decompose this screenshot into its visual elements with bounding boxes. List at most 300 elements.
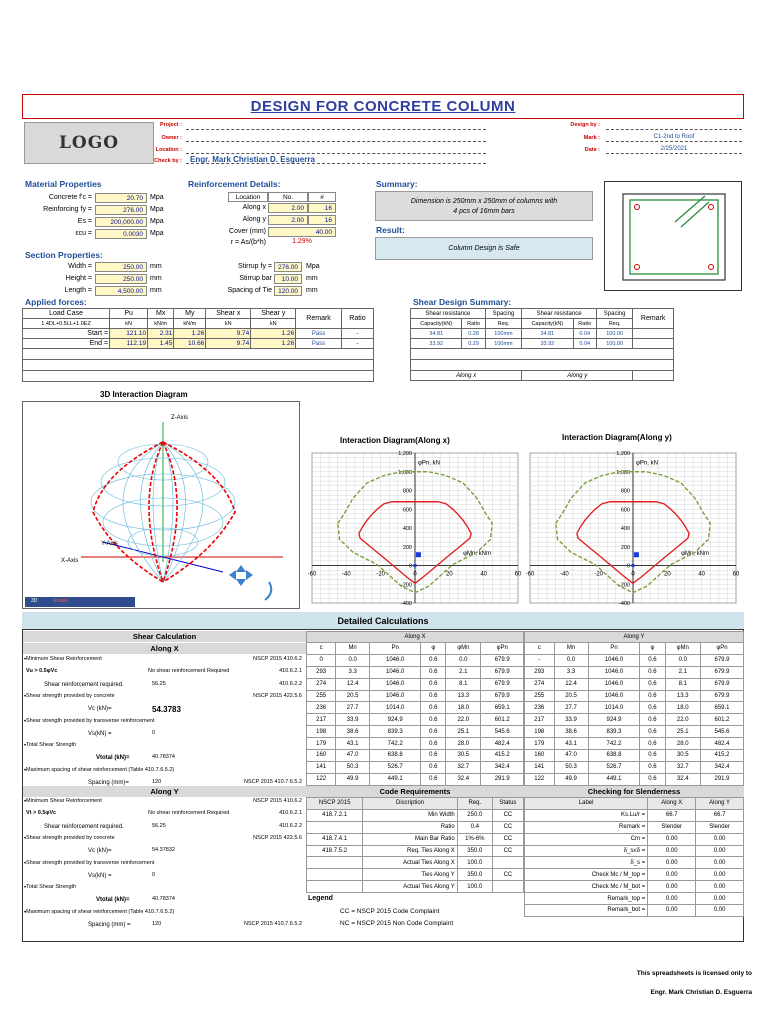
along-cell: 0.0 — [446, 654, 481, 666]
forces-empty-row — [23, 360, 374, 371]
chart-load-point — [634, 552, 639, 557]
along-x-table — [306, 631, 524, 786]
slender-table — [524, 797, 744, 917]
along-cell: 0.6 — [640, 666, 665, 678]
shear-cell: 0.04 — [573, 339, 596, 349]
section-unit: mm — [150, 287, 162, 294]
chart-x-tick: 40 — [698, 571, 706, 578]
chart-x-tick: -60 — [307, 571, 317, 578]
shear-calc-ref: 410.6.2.2 — [279, 822, 302, 829]
code-cell: 100.0 — [457, 881, 492, 893]
shear-calc-label: Vtotal (kN)= — [96, 755, 130, 762]
along-cell: 30.5 — [446, 750, 481, 762]
slender-cell: Slender — [696, 821, 744, 833]
along-row — [525, 702, 744, 714]
forces-value[interactable]: 112.19 — [110, 339, 148, 349]
chart-load-point — [416, 552, 421, 557]
chart-x-tick: -60 — [525, 571, 535, 578]
shear-cell: 33.92 — [522, 339, 573, 349]
code-cell — [492, 881, 523, 893]
code-row — [307, 845, 524, 857]
forces-row — [23, 339, 374, 349]
chart-origin-point — [413, 564, 417, 568]
along-cell: 160 — [525, 750, 555, 762]
along-cell: 22.0 — [446, 714, 481, 726]
summary-title: Summary: — [376, 179, 418, 189]
along-cell: 482.4 — [700, 738, 743, 750]
chart-x-tick: -40 — [559, 571, 569, 578]
along-cell: 32.4 — [446, 773, 481, 785]
along-cell: 141 — [307, 761, 336, 773]
along-cell: 50.3 — [554, 761, 588, 773]
material-input[interactable]: 0.0030 — [95, 229, 147, 239]
forces-value[interactable]: 1.26 — [174, 329, 206, 339]
along-cell: 3.3 — [554, 666, 588, 678]
along-row — [525, 738, 744, 750]
along-cell: 679.9 — [700, 666, 743, 678]
along-cell: 22.0 — [665, 714, 700, 726]
owner-field[interactable] — [186, 133, 486, 142]
sh-foot-blank — [633, 371, 674, 381]
along-cell: 0.6 — [421, 738, 446, 750]
slender-cell: 0.00 — [696, 833, 744, 845]
along-col-header: Mn — [336, 643, 370, 655]
section-input[interactable]: 250.00 — [95, 274, 147, 284]
along-cell: 236 — [307, 702, 336, 714]
along-col-header: Mn — [554, 643, 588, 655]
along-y-header: Along Y — [23, 786, 306, 797]
along-cell: 198 — [307, 726, 336, 738]
code-req-header: Code Requirements — [306, 786, 524, 797]
page-title: DESIGN FOR CONCRETE COLUMN — [250, 98, 516, 115]
chart-x-tick: 20 — [663, 571, 671, 578]
slender-cell: Remark_top = — [525, 893, 648, 905]
reinf-h-location: Location — [228, 192, 268, 202]
shear-calc-label: Total Shear Strength — [26, 742, 77, 749]
chart-y-tick: 0 — [408, 563, 412, 570]
chart-along-y — [524, 447, 742, 609]
along-cell: 0.6 — [421, 773, 446, 785]
bullet-icon: • — [24, 885, 27, 892]
along-cell: 20.5 — [336, 690, 370, 702]
along-cell: 1046.0 — [369, 690, 420, 702]
along-cell: 0.6 — [421, 714, 446, 726]
along-cell: 839.3 — [588, 726, 640, 738]
along-col-header: φMn — [665, 643, 700, 655]
section-label: Width = — [68, 263, 92, 270]
section-label: Length = — [64, 287, 92, 294]
along-cell: 291.9 — [481, 773, 524, 785]
section-input[interactable]: 250.00 — [95, 262, 147, 272]
forces-remark: Pass — [296, 329, 342, 339]
shear-calc-value: 56.25 — [152, 680, 166, 687]
legend-nc: NC = NSCP 2015 Non Code Complaint — [340, 920, 454, 927]
along-cell: 0.0 — [554, 654, 588, 666]
code-cell: 418.7.2.1 — [307, 809, 363, 821]
code-cell: 418.7.4.1 — [307, 833, 363, 845]
reinf-label: Along x — [242, 204, 266, 211]
shear-calc-value: No shear reinforcement Required — [148, 668, 230, 675]
forces-remark: Pass — [296, 339, 342, 349]
sh-h2: Spacing — [485, 309, 521, 319]
along-col-header: φ — [640, 643, 665, 655]
shear-calc-value: 120 — [152, 921, 162, 927]
chart-y-tick: 600 — [620, 507, 630, 514]
along-cell: 679.9 — [481, 690, 524, 702]
forces-row — [23, 329, 374, 339]
along-row — [525, 726, 744, 738]
material-unit: Mpa — [150, 230, 164, 237]
owner-label: Owner : — [161, 135, 182, 141]
shear-calc-label: Vc (kN)= — [88, 706, 112, 713]
ax-header: Along X — [307, 632, 524, 643]
shear-remark-cell — [633, 329, 674, 339]
reinf-no-input[interactable]: 2.00 — [268, 215, 308, 225]
forces-case: End = — [23, 339, 110, 349]
along-cell: 274 — [307, 678, 336, 690]
forces-col-header: Mx — [148, 309, 174, 319]
along-cell: 47.0 — [336, 750, 370, 762]
d3-drawing — [23, 402, 299, 608]
mark-value: C1-2nd to Roof — [653, 134, 695, 140]
along-cell: 526.7 — [588, 761, 640, 773]
chart-x-tick: 60 — [514, 571, 522, 578]
reinf-title: Reinforcement Details: — [188, 179, 281, 189]
shear-calc-label: Shear strength provided by transverse reinforcement — [26, 717, 155, 724]
reinf-no-input[interactable]: 2.00 — [268, 203, 308, 213]
shear-calc-ref: NSCP 2015 410.7.6.5.2 — [244, 921, 302, 927]
along-cell: 0.6 — [421, 666, 446, 678]
along-cell: 545.6 — [481, 726, 524, 738]
chart-y-tick: 400 — [402, 526, 412, 532]
along-cell: 342.4 — [700, 761, 743, 773]
along-cell: 236 — [525, 702, 555, 714]
along-cell: 0.6 — [640, 702, 665, 714]
along-cell: 293 — [307, 666, 336, 678]
along-cell: 924.9 — [369, 714, 420, 726]
stirrup-unit: mm — [306, 275, 318, 282]
code-row — [307, 833, 524, 845]
shear-calc-value: 54.37832 — [152, 847, 175, 854]
along-cell: 1046.0 — [588, 666, 640, 678]
code-cell: Actual Ties Along Y — [363, 881, 457, 893]
material-input[interactable]: 20.70 — [95, 193, 147, 203]
along-row — [307, 738, 524, 750]
along-cell: 839.3 — [369, 726, 420, 738]
along-cell: 0.0 — [665, 654, 700, 666]
along-cell: 33.9 — [336, 714, 370, 726]
chart-x-title: Interaction Diagram(Along x) — [340, 436, 450, 445]
slender-cell: 0.00 — [648, 905, 696, 917]
chart-along-x — [306, 447, 524, 609]
along-cell: 122 — [307, 773, 336, 785]
along-row — [307, 750, 524, 762]
design-label: Design by : — [570, 122, 600, 128]
shear-calc-ref: NSCP 2015 422.5.6 — [253, 692, 302, 699]
along-cell: 0.6 — [421, 690, 446, 702]
shear-calc-label: Vtotal (kN)= — [96, 897, 130, 904]
d3-rotate-arrows[interactable] — [229, 565, 253, 586]
stirrup-label: Stirrup fy = — [237, 263, 272, 270]
along-row — [307, 654, 524, 666]
along-cell: 0.6 — [640, 738, 665, 750]
d3-btn-rotate[interactable]: Rotate — [53, 598, 68, 604]
shear-calc-label: Shear strength provided by concrete — [26, 692, 115, 699]
along-row — [525, 714, 744, 726]
along-col-header: φMn — [446, 643, 481, 655]
forces-empty-row — [23, 371, 374, 382]
shear-calc-value: 120 — [152, 779, 162, 785]
code-cell: Ties Along Y — [363, 869, 457, 881]
reinf-dia-input[interactable]: 16 — [308, 215, 336, 225]
shear-sub-header: Ratio — [573, 319, 596, 329]
forces-unit: kN/m — [148, 319, 174, 329]
title-bar — [22, 94, 744, 119]
along-cell: 13.3 — [665, 690, 700, 702]
shear-cell: 34.81 — [522, 329, 573, 339]
code-col-header: Req. — [457, 798, 492, 810]
d3-btn-3d[interactable]: 3D — [31, 598, 38, 604]
along-row — [525, 761, 744, 773]
along-cell: 18.0 — [665, 702, 700, 714]
d3-y-label: Y-Axis — [101, 541, 118, 547]
slender-row — [525, 821, 744, 833]
reinf-h-num: # — [308, 192, 336, 202]
shear-sub-header: Req. — [485, 319, 521, 329]
forces-unit: kN — [110, 319, 148, 329]
shear-calc-value: 0 — [152, 871, 156, 878]
forces-value[interactable]: 121.10 — [110, 329, 148, 339]
chart-y-label: φPn, kN — [636, 460, 658, 467]
legend-cc: CC = NSCP 2015 Code Complaint — [340, 908, 440, 915]
along-cell: 20.5 — [554, 690, 588, 702]
along-row — [525, 690, 744, 702]
shear-sub-header: Req. — [596, 319, 632, 329]
along-cell: 27.7 — [336, 702, 370, 714]
along-cell: 50.3 — [336, 761, 370, 773]
project-field[interactable] — [186, 121, 486, 130]
along-cell: 601.2 — [700, 714, 743, 726]
along-col-header: φ — [421, 643, 446, 655]
along-cell: 545.6 — [700, 726, 743, 738]
slender-cell: Slender — [648, 821, 696, 833]
material-input[interactable]: 200,000.00 — [95, 217, 147, 227]
shear-calc-label: Vs(kN) = — [88, 872, 112, 879]
along-cell: 679.9 — [481, 666, 524, 678]
slender-cell: Remark = — [525, 821, 648, 833]
design-field[interactable] — [606, 121, 742, 130]
along-cell: 27.7 — [554, 702, 588, 714]
sh-empty-row — [411, 360, 674, 371]
slender-cell: Ks.Lu/r = — [525, 809, 648, 821]
material-unit: Mpa — [150, 218, 164, 225]
along-row — [525, 678, 744, 690]
along-cell: 0.6 — [421, 750, 446, 762]
shear-calc-value: 54.3783 — [152, 705, 181, 715]
forces-value[interactable]: 1.26 — [251, 329, 296, 339]
location-label: Location : — [155, 147, 182, 153]
chart-x-tick: -20 — [594, 571, 604, 578]
forces-case: Start = — [23, 329, 110, 339]
chart-y-tick: 200 — [402, 544, 412, 551]
section-title: Section Properties: — [25, 250, 103, 260]
along-cell: 291.9 — [700, 773, 743, 785]
along-cell: 8.1 — [665, 678, 700, 690]
slender-col-header: Along Y — [696, 798, 744, 810]
along-cell: 659.1 — [700, 702, 743, 714]
forces-value[interactable]: 2.31 — [148, 329, 174, 339]
shear-calc-label: Maximum spacing of shear reinforcement (Table 410.7.6.5.2) — [26, 908, 175, 915]
slender-row — [525, 809, 744, 821]
along-cell: 47.0 — [554, 750, 588, 762]
forces-col-header: Ratio — [341, 309, 373, 329]
along-cell: 49.9 — [554, 773, 588, 785]
chart-x-tick: 20 — [445, 571, 453, 578]
along-cell: 679.9 — [700, 654, 743, 666]
along-cell: 1046.0 — [369, 678, 420, 690]
reinf-dia-input[interactable]: 16 — [308, 203, 336, 213]
shear-calc-ref: NSCP 2015 410.6.2 — [253, 656, 302, 662]
chart-y-tick: -200 — [618, 582, 630, 589]
along-cell: 43.1 — [336, 738, 370, 750]
code-cell: 350.0 — [457, 845, 492, 857]
along-cell: 1014.0 — [369, 702, 420, 714]
forces-title: Applied forces: — [25, 297, 87, 307]
along-cell: 0.6 — [421, 654, 446, 666]
shear-calc-label: Minimum Shear Reinforcement — [26, 656, 102, 662]
slender-cell: Cm = — [525, 833, 648, 845]
along-row — [525, 654, 744, 666]
shear-calc-ref: NSCP 2015 410.6.2 — [253, 798, 302, 804]
along-cell: 0.6 — [640, 726, 665, 738]
shear-sub-header: Capacity(kN) — [411, 319, 462, 329]
code-cell: CC — [492, 821, 523, 833]
forces-value[interactable]: 10.66 — [174, 339, 206, 349]
code-cell: Req. Ties Along X — [363, 845, 457, 857]
along-cell: 217 — [525, 714, 555, 726]
forces-col-header: Shear x — [206, 309, 251, 319]
stirrup-input[interactable]: 10.00 — [274, 274, 302, 284]
bullet-icon: • — [24, 860, 27, 867]
slender-row — [525, 845, 744, 857]
along-cell: 1046.0 — [369, 666, 420, 678]
along-cell: 659.1 — [481, 702, 524, 714]
code-cell — [307, 881, 363, 893]
along-cell: 32.4 — [665, 773, 700, 785]
ratio-value: 1.29% — [292, 238, 312, 245]
chart-x-label: φMn, kNm — [681, 551, 709, 558]
along-col-header: c — [525, 643, 555, 655]
forces-value[interactable]: 1.45 — [148, 339, 174, 349]
section-label: Height = — [65, 275, 92, 282]
code-col-header: Discription — [363, 798, 457, 810]
slender-cell: 0.00 — [696, 893, 744, 905]
along-cell: 32.7 — [446, 761, 481, 773]
shear-calc-value: 56.25 — [152, 822, 166, 829]
forces-value[interactable]: 1.26 — [251, 339, 296, 349]
sh-foot-x: Along x — [411, 371, 522, 381]
shear-calc-label: Vc (kN)= — [88, 848, 112, 855]
along-col-header: φPn — [700, 643, 743, 655]
chart-y-label: φPn, kN — [418, 460, 440, 467]
result-box: Column Design is Safe — [375, 237, 593, 260]
along-cell: 0.6 — [421, 678, 446, 690]
along-cell: 179 — [525, 738, 555, 750]
forces-col-header: Shear y — [251, 309, 296, 319]
along-cell: 415.2 — [700, 750, 743, 762]
d3-x-label: X-Axis — [61, 558, 79, 564]
sh-h1: Shear resistance — [411, 309, 486, 319]
along-cell: 179 — [307, 738, 336, 750]
along-row — [307, 702, 524, 714]
forces-value[interactable]: 9.74 — [206, 329, 251, 339]
material-input[interactable]: 276.00 — [95, 205, 147, 215]
d3-z-label: Z-Axis — [171, 415, 188, 421]
along-cell: 526.7 — [369, 761, 420, 773]
sh-remark: Remark — [633, 309, 674, 329]
slender-cell: Check Mc / M_bot = — [525, 881, 648, 893]
location-field[interactable] — [186, 145, 486, 154]
forces-col-header: Pu — [110, 309, 148, 319]
shear-calc-value: 0 — [152, 729, 156, 736]
along-row — [307, 761, 524, 773]
section-input[interactable]: 4,500.00 — [95, 286, 147, 296]
along-cell: 1046.0 — [588, 654, 640, 666]
material-title: Material Properties — [25, 179, 102, 189]
chart-x-tick: -20 — [376, 571, 386, 578]
code-cell: Ratio — [363, 821, 457, 833]
shear-cell: 0.28 — [462, 329, 485, 339]
code-row — [307, 869, 524, 881]
chart-y-tick: 1,200 — [616, 451, 630, 457]
shear-cell: 0.04 — [573, 329, 596, 339]
forces-table — [22, 308, 374, 382]
cover-input[interactable]: 40.00 — [268, 227, 336, 237]
material-unit: Mpa — [150, 194, 164, 201]
section-sketch — [604, 181, 742, 291]
shear-calc-label: Spacing (mm)= — [88, 780, 129, 786]
along-cell: 449.1 — [588, 773, 640, 785]
along-col-header: φPn — [481, 643, 524, 655]
along-cell: 449.1 — [369, 773, 420, 785]
along-row — [525, 750, 744, 762]
along-cell: 25.1 — [446, 726, 481, 738]
forces-value[interactable]: 9.74 — [206, 339, 251, 349]
along-cell: 274 — [525, 678, 555, 690]
shear-calc-label: Vt > 0.5φVc — [26, 810, 57, 817]
along-cell: 2.1 — [665, 666, 700, 678]
slender-header: Checking for Slenderness — [524, 786, 744, 797]
bullet-icon: • — [24, 693, 27, 700]
forces-col-header: My — [174, 309, 206, 319]
sh-h4: Spacing — [596, 309, 632, 319]
bullet-icon: • — [24, 909, 27, 916]
along-cell: 198 — [525, 726, 555, 738]
shear-calc-label: Vu > 0.5φVc — [26, 668, 58, 675]
summary-line1: Dimension is 250mm x 250mm of columns with — [410, 198, 558, 205]
check-label: Check by : — [154, 158, 182, 164]
along-cell: 638.8 — [588, 750, 640, 762]
stirrup-input[interactable]: 276.00 — [274, 262, 302, 272]
shear-calc-header: Shear Calculation — [23, 631, 306, 642]
shear-calc-label: Shear reinforcement required. — [44, 823, 124, 830]
stirrup-unit: mm — [306, 287, 318, 294]
shear-sub-header: Capacity(kN) — [522, 319, 573, 329]
along-cell: 482.4 — [481, 738, 524, 750]
stirrup-input[interactable]: 120.00 — [274, 286, 302, 296]
sh-foot-y: Along y — [522, 371, 633, 381]
along-cell: 30.5 — [665, 750, 700, 762]
